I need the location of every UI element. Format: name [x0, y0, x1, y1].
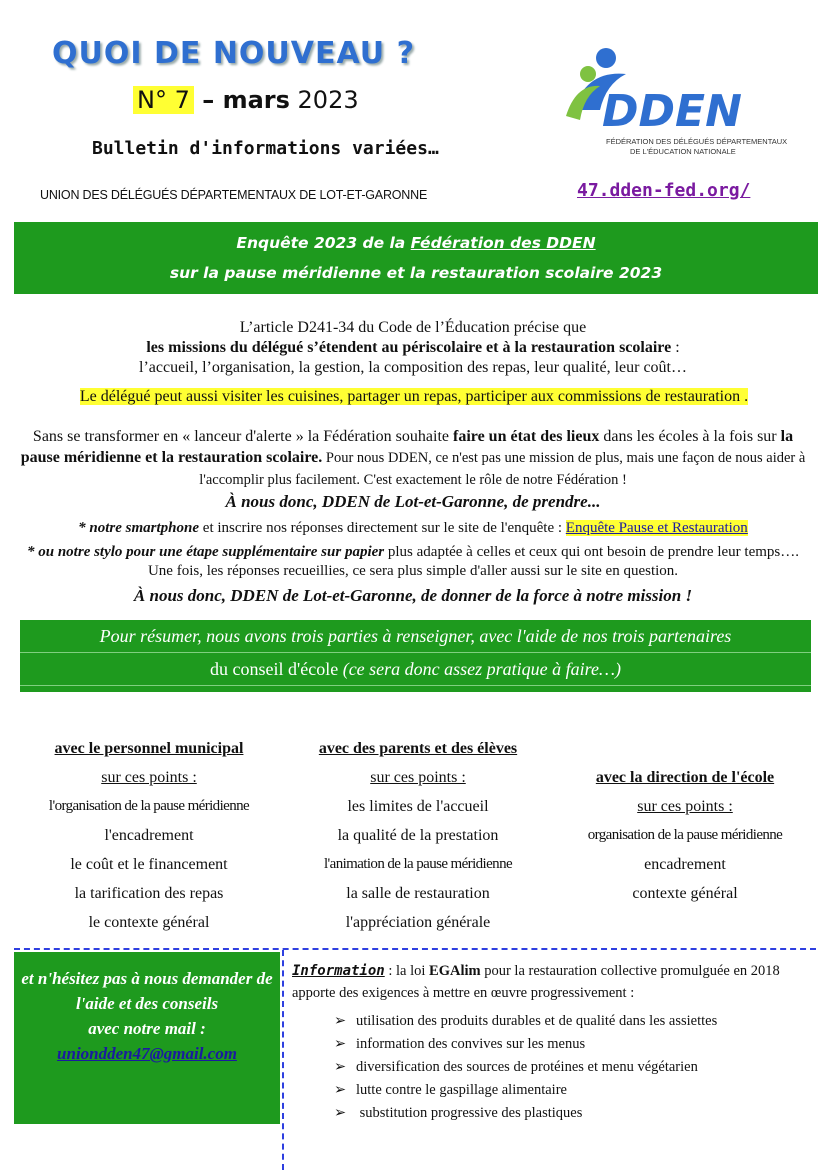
- list-item: [334, 1033, 812, 1056]
- take-heading: À nous donc, DDEN de Lot-et-Garonne, de prendre...: [225, 492, 601, 511]
- dden-logo: [566, 40, 788, 170]
- bullet-text: substitution progressive des plastiques: [356, 1105, 583, 1121]
- info-paragraph: [292, 960, 812, 1004]
- bullet-text: utilisation des produits durables et de qualité dans les assiettes: [356, 1013, 718, 1029]
- p1-a: Sans se transformer en « lanceur d'alerte » la Fédération souhaite: [32, 428, 453, 445]
- p1-c: dans les écoles à la fois sur: [599, 428, 781, 445]
- list-item: le coût et le financement: [70, 856, 228, 873]
- paragraph-federation: [20, 426, 806, 491]
- info-t1: : la loi: [384, 963, 430, 979]
- vertical-dashed-separator: [282, 950, 284, 1170]
- list-item: le contexte général: [88, 914, 210, 931]
- list-item: organisation de la pause méridienne: [587, 827, 783, 843]
- bulletin-subtitle: Bulletin d'informations variées…: [92, 138, 439, 159]
- logo-sub-2: DE L'ÉDUCATION NATIONALE: [630, 147, 736, 156]
- arrow-bullet-icon: ➢: [334, 1059, 347, 1075]
- issue-month: mars: [222, 86, 290, 114]
- intro-block: [20, 318, 806, 378]
- list-item: la tarification des repas: [74, 885, 224, 902]
- list-item: [334, 1056, 812, 1079]
- p1-d: la pause méridienne et la restauration scolaire.: [20, 428, 794, 466]
- list-item: [334, 1102, 812, 1125]
- list-item: l'organisation de la pause méridienne: [48, 798, 250, 814]
- visit-highlight: Le délégué peut aussi visiter les cuisines, partager un repas, participer aux commissions de restauration .: [79, 388, 749, 405]
- highlight-line: [34, 387, 794, 407]
- page-title: QUOI DE NOUVEAU ?: [52, 36, 415, 71]
- arrow-bullet-icon: ➢: [334, 1082, 347, 1098]
- list-item: la qualité de la prestation: [337, 827, 499, 844]
- pen-text: plus adaptée à celles et ceux qui ont besoin de prendre leur temps…. Une fois, les réponses recueillies, ce sera plus simple d'aller aussi sur le site en question.: [147, 544, 799, 579]
- list-item: l'encadrement: [104, 827, 194, 844]
- column-heading: avec la direction de l'école: [595, 769, 775, 786]
- column-heading: avec des parents et des élèves: [318, 740, 518, 757]
- pen-paragraph: [20, 543, 806, 581]
- column-municipal: [18, 734, 280, 937]
- info-label: Information: [292, 963, 385, 979]
- intro-missions: les missions du délégué s’étendent au périscolaire et à la restauration scolaire: [146, 339, 672, 356]
- list-item: la salle de restauration: [346, 885, 490, 902]
- logo-wordmark: DDEN: [602, 86, 742, 137]
- issue-year: 2023: [289, 86, 359, 114]
- column-sub: sur ces points :: [637, 798, 733, 815]
- intro-colon: :: [671, 339, 680, 356]
- smartphone-line: [20, 518, 806, 538]
- column-heading: avec le personnel municipal: [54, 740, 244, 757]
- list-item: l'animation de la pause méridienne: [323, 856, 513, 872]
- dashed-separator: [14, 948, 816, 950]
- list-item: l'appréciation générale: [345, 914, 491, 931]
- list-item: encadrement: [644, 856, 726, 873]
- arrow-bullet-icon: ➢: [334, 1105, 347, 1121]
- banner-line-1: [14, 222, 818, 258]
- federation-link[interactable]: Fédération des DDEN: [410, 234, 596, 252]
- issue-dash: –: [193, 86, 223, 114]
- logo-sub-1: FÉDÉRATION DES DÉLÉGUÉS DÉPARTEMENTAUX: [606, 137, 788, 146]
- information-block: [292, 960, 812, 1125]
- p1-b: faire un état des lieux: [452, 428, 600, 445]
- list-item: contexte général: [632, 885, 738, 902]
- summary-line-2: [20, 653, 811, 686]
- info-list: [292, 1010, 812, 1125]
- banner-line-1-text: Enquête 2023 de la: [236, 234, 411, 252]
- column-sub: sur ces points :: [370, 769, 466, 786]
- intro-line-3: l’accueil, l’organisation, la gestion, la composition des repas, leur qualité, leur coût…: [139, 359, 687, 376]
- summary-line-1: Pour résumer, nous avons trois parties à renseigner, avec l'aide de nos trois partenaires: [20, 620, 811, 653]
- column-sub: sur ces points :: [101, 769, 197, 786]
- banner-line-2: sur la pause méridienne et la restauration scolaire 2023: [169, 264, 663, 282]
- survey-banner: [14, 222, 818, 294]
- help-box: [14, 952, 280, 1124]
- give-heading: À nous donc, DDEN de Lot-et-Garonne, de donner de la force à notre mission !: [133, 586, 693, 605]
- arrow-bullet-icon: ➢: [334, 1013, 347, 1029]
- logo-head-blue: [596, 48, 616, 68]
- list-item: [334, 1010, 812, 1033]
- help-mail-label: avec notre mail :: [88, 1019, 206, 1038]
- issue-number: N° 7: [133, 86, 194, 114]
- logo-head-green: [580, 66, 596, 82]
- list-item: [334, 1079, 812, 1102]
- column-parents: [288, 734, 548, 937]
- summary-rest: (ce sera donc assez pratique à faire…): [338, 659, 621, 679]
- list-item: les limites de l'accueil: [347, 798, 489, 815]
- survey-link[interactable]: Enquête Pause et Restauration: [565, 520, 748, 536]
- smartphone-text: et inscrire nos réponses directement sur le site de l'enquête :: [199, 520, 566, 536]
- bullet-text: diversification des sources de protéines et menu végétarien: [356, 1059, 698, 1075]
- website-link[interactable]: 47.dden-fed.org/: [577, 180, 751, 201]
- arrow-bullet-icon: ➢: [334, 1036, 347, 1052]
- info-t2: pour la restauration collective promulguée en 2018 apporte des exigences à mettre en œuvre progressivement :: [292, 963, 780, 1001]
- bullet-text: lutte contre le gaspillage alimentaire: [356, 1082, 567, 1098]
- pen-label: * ou notre stylo pour une étape supplémentaire sur papier: [27, 544, 385, 560]
- p1-e: Pour nous DDEN, ce n'est pas une mission de plus, mais une façon de nous aider à l'accomplir plus facilement. C'est exactement le rôle de notre Fédération !: [199, 450, 806, 488]
- summary-box: [20, 620, 811, 692]
- union-name: UNION DES DÉLÉGUÉS DÉPARTEMENTAUX DE LOT-ET-GARONNE: [40, 188, 428, 202]
- intro-line-1: L’article D241-34 du Code de l’Éducation précise que: [239, 319, 587, 336]
- info-egalim: EGAlim: [429, 963, 481, 979]
- summary-council: du conseil d'école: [210, 659, 339, 679]
- intro-line-2: [20, 338, 806, 358]
- column-direction: [556, 763, 814, 908]
- smartphone-label: * notre smartphone: [78, 520, 200, 536]
- help-text: et n'hésitez pas à nous demander de l'aide et des conseils: [21, 969, 273, 1013]
- email-link[interactable]: uniondden47@gmail.com: [57, 1044, 237, 1063]
- issue-line: [133, 86, 359, 114]
- bullet-text: information des convives sur les menus: [356, 1036, 586, 1052]
